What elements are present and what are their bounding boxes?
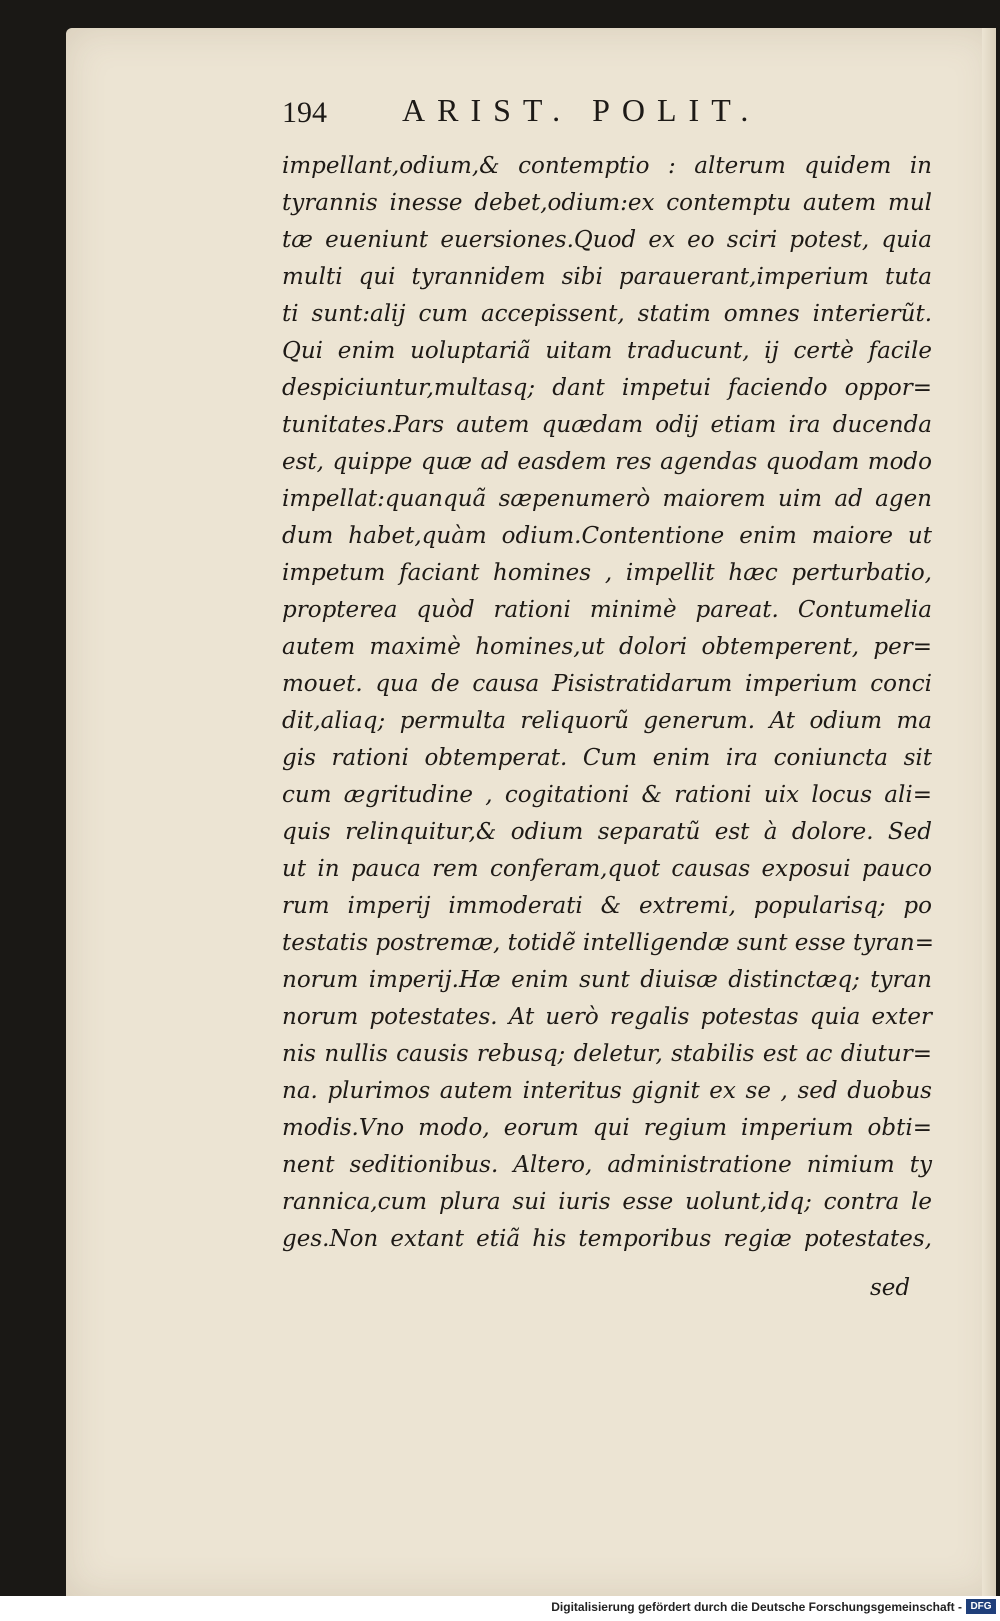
page-edge [982,28,996,1596]
running-head [282,90,922,138]
text-line: cum ægritudine , cogitationi & rationi uix locus ali= [282,782,932,808]
text-line: gis rationi obtemperat. Cum enim ira coniuncta sit [282,745,932,771]
text-line: norum potestates. At uerò regalis potestas quia exter [282,1004,932,1030]
text-line: nis nullis causis rebusq; deletur, stabilis est ac diutur= [282,1041,932,1067]
text-line: ges.Non extant etiã his temporibus regiæ potestates, [282,1226,932,1252]
text-line: Qui enim uoluptariã uitam traducunt, ij certè facile [282,338,932,364]
text-line: tyrannis inesse debet,odium:ex contemptu autem mul [282,190,932,216]
text-line: mouet. qua de causa Pisistratidarum imperium conci [282,671,932,697]
text-line: ut in pauca rem conferam,quot causas exposui pauco [282,856,932,882]
text-line: nent seditionibus. Altero, administratione nimium ty [282,1152,932,1178]
running-head-title: ARIST. POLIT. [402,92,761,128]
text-line: ti sunt:alij cum accepissent, statim omnes interierũt. [282,301,932,327]
text-line: impellat:quanquã sæpenumerò maiorem uim ad agen [282,486,932,512]
dfg-logo-icon: DFG [966,1599,996,1614]
text-line: multi qui tyrannidem sibi parauerant,imperium tuta [282,264,932,290]
text-line: est, quippe quæ ad easdem res agendas quodam modo [282,449,932,475]
footer-bar [0,1596,1000,1621]
text-line: impetum faciant homines , impellit hæc perturbatio, [282,560,932,586]
text-line: impellant,odium,& contemptio : alterum quidem in [282,153,932,179]
text-line: rannica,cum plura sui iuris esse uolunt,idq; contra le [282,1189,932,1215]
text-block [282,148,932,1258]
text-line: modis.Vno modo, eorum qui regium imperium obti= [282,1115,932,1141]
text-line: despiciuntur,multasq; dant impetui faciendo oppor= [282,375,932,401]
text-line: testatis postremæ, totidẽ intelligendæ sunt esse tyran= [282,930,934,956]
page-number: 194 [282,96,327,129]
text-line: norum imperij.Hæ enim sunt diuisæ distinctæq; tyran [282,967,932,993]
text-line: tunitates.Pars autem quædam odij etiam ira ducenda [282,412,932,438]
text-line: quis relinquitur,& odium separatũ est à dolore. Sed [282,819,932,845]
text-line: tæ eueniunt euersiones.Quod ex eo sciri potest, quia [282,227,932,253]
text-line: rum imperij immoderati & extremi, popularisq; po [282,893,932,919]
text-line: dum habet,quàm odium.Contentione enim maiore ut [282,523,932,549]
catchword: sed [870,1275,911,1301]
text-line: autem maximè homines,ut dolori obtemperent, per= [282,634,932,660]
text-line: propterea quòd rationi minimè pareat. Contumelia [282,597,932,623]
text-line: na. plurimos autem interitus gignit ex se , sed duobus [282,1078,932,1104]
text-line: dit,aliaq; permulta reliquorũ generum. At odium ma [282,708,932,734]
funding-notice: Digitalisierung gefördert durch die Deutsche Forschungsgemeinschaft - [551,1600,962,1614]
